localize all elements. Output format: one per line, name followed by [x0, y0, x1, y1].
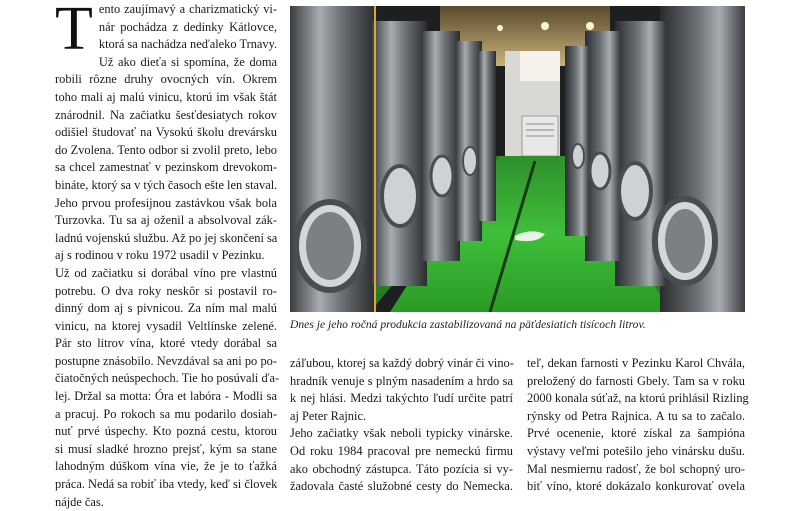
- text-line: bináte, ktorý sa v tých časoch ešte len staval.: [55, 177, 278, 192]
- text-line: Mal nesmiernu radosť, že bol schopný uro-: [527, 461, 745, 476]
- text-line: teľ, dekan farnosti v Pezinku Karol Chvála,: [527, 356, 745, 370]
- text-line: 2000 konala súťaž, na ktorú prihlásil Rizling: [527, 391, 749, 406]
- text-line: vinicu, na ktorej vysadil Veltlínske zelené.: [55, 318, 277, 333]
- text-line: Pár sto litrov vína, ktoré vtedy dorábal sa: [55, 336, 277, 351]
- text-line: toho mali aj malú vinicu, ktorú im však štát: [55, 89, 277, 104]
- text-line: aj s rodinou v roku 1972 usadil v Pezinku.: [55, 248, 265, 263]
- text-line: Od roku 1984 pracoval pre nemeckú firmu: [290, 443, 513, 458]
- article-left-column: [55, 0, 280, 511]
- text-line: Turzovka. Tu sa aj oženil a absolvoval zák-: [55, 213, 277, 228]
- text-line: lej. Držal sa motta: Óra et labóra - Modli sa: [55, 389, 277, 404]
- text-line: Už od začiatku si dorábal víno pre vlastnú: [55, 265, 277, 280]
- text-line: čiatočných neúspechoch. Tie ho posúvali ďa-: [55, 371, 280, 386]
- text-line: biť víno, ktoré dokázalo konkurovať ovela: [527, 479, 745, 494]
- text-line: dinný dom aj s pivnicou. Za ním mal malú: [55, 301, 277, 316]
- text-line: ktorá sa nachádza neďaleko Trnavy.: [98, 37, 278, 52]
- right-column-lines: [527, 355, 749, 496]
- middle-column-lines: [290, 355, 513, 496]
- text-line: rýnsky od Petra Rajnica. A tu sa to začalo.: [527, 408, 745, 423]
- article-right-column: [527, 355, 749, 496]
- text-line: si musí sladké hrozno prejsť, kým sa stane: [55, 441, 277, 456]
- text-line: Jeho prvou profesijnou zastávkou však bola: [55, 195, 277, 210]
- text-line: preložený do farnosti Gbely. Tam sa v roku: [527, 373, 745, 388]
- text-line: odišiel študovať na Vysokú školu drevársku: [55, 125, 277, 140]
- left-column-lines: [55, 1, 280, 511]
- text-line: nájde čas.: [55, 494, 104, 509]
- wine-cellar-illustration: [290, 6, 745, 312]
- article-middle-column: [290, 355, 513, 496]
- text-line: sa chcel zamestnať v pezinskom drevokom-: [55, 160, 277, 175]
- photo-caption: Dnes je jeho ročná produkcia zastabilizovaná na päťdesiatich tisícoch litrov.: [290, 318, 646, 331]
- text-line: nuť prvé úspechy. Kto pozná cestu, ktorou: [55, 424, 277, 439]
- text-line: k nej hlási. Medzi takýchto ľudí určite patrí: [290, 391, 513, 406]
- text-line: nár pochádza z dedinky Kátlovce,: [98, 19, 277, 34]
- text-line: robili rôzne druhy ovocných vín. Okrem: [55, 72, 277, 87]
- text-line: potrebu. O dva roky neskôr si postavil ro-: [55, 283, 277, 298]
- text-line: znárodnil. Na začiatku šesťdesiatych rokov: [55, 107, 277, 122]
- text-line: žadovala časté služobné cesty do Nemecka.: [290, 479, 513, 494]
- text-line: hradník venuje s plným nasadením a hrdo sa: [290, 373, 513, 388]
- text-line: ladnú vojenskú službu. Až po jej skončení sa: [55, 230, 278, 245]
- text-line: a pracuj. Po rokoch sa mu podarilo dosiah-: [55, 406, 277, 421]
- text-line: Prvé ocenenie, ktoré získal za šampióna: [527, 426, 745, 441]
- drop-cap-letter: T: [55, 0, 93, 63]
- text-line: ako obchodný zástupca. Táto pozícia si vy-: [290, 461, 513, 476]
- text-line: záľubou, ktorej sa každý dobrý vinár či vino-: [290, 356, 514, 370]
- text-line: práca. Nedá sa robiť iba vtedy, keď si človek: [55, 477, 278, 492]
- text-line: výstavy veľmi potešilo jeho vinársku dušu.: [527, 443, 745, 458]
- text-line: postupne znásobilo. Nevzdával sa ani po po-: [55, 353, 277, 368]
- text-line: Jeho začiatky však neboli typicky vinárske.: [290, 426, 513, 441]
- text-line: Už ako dieťa si spomína, že doma: [98, 54, 277, 69]
- text-line: aj Peter Rajnic.: [290, 408, 367, 423]
- wine-cellar-photo: [290, 6, 745, 312]
- text-line: do Zvolena. Tento odbor si zvolil preto, lebo: [55, 142, 277, 157]
- text-line: ento zaujímavý a charizmatický vi-: [98, 2, 277, 16]
- text-line: lahodným dúškom vína vie, že je to ťažká: [55, 459, 277, 474]
